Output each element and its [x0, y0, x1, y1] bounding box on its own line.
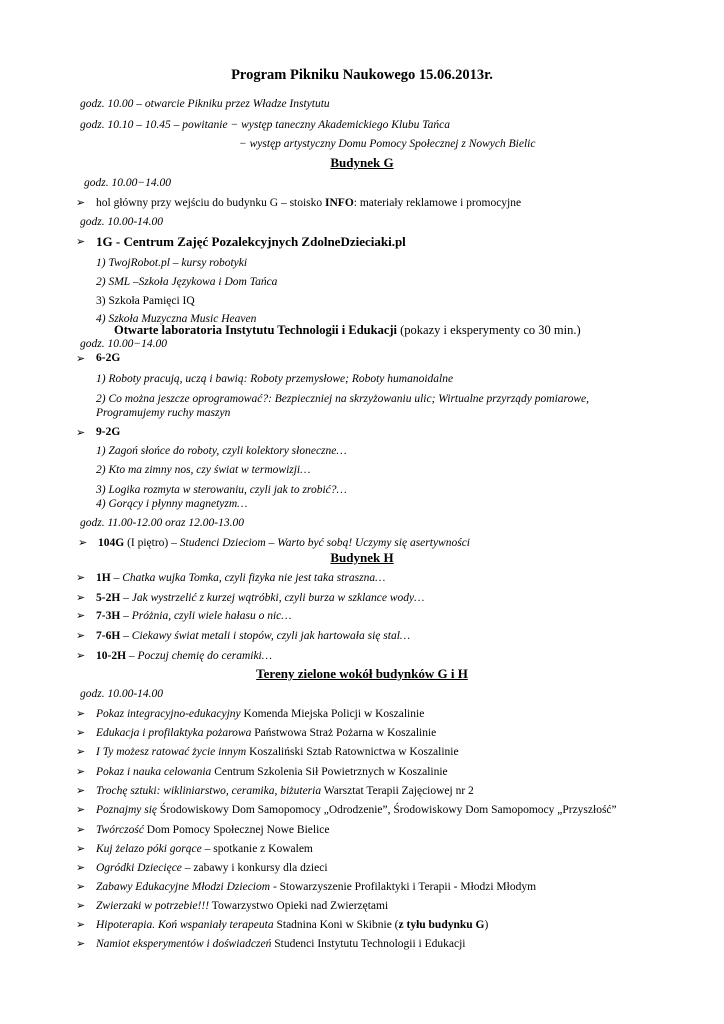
- list-item-continued: Programujemy ruchy maszyn: [96, 407, 231, 419]
- section-heading-tereny: Tereny zielone wokół budynków G i H: [256, 666, 468, 681]
- section-heading-budynek-g: Budynek G: [330, 155, 394, 170]
- center-1g-heading: 1G - Centrum Zajęć Pozalekcyjnych ZdolneDzieciaki.pl: [96, 234, 406, 249]
- event-organizer: – zabawy i konkursy dla dzieci: [181, 862, 328, 874]
- time-label: godz. 11.00-12.00 oraz 12.00-13.00: [80, 517, 244, 529]
- room-number: 7-6H: [96, 630, 121, 642]
- list-item: [96, 726, 436, 740]
- event-organizer: Warsztat Terapii Zajęciowej nr 2: [321, 785, 474, 797]
- room-104g: [98, 536, 470, 550]
- list-item: 2) SML –Szkoła Językowa i Dom Tańca: [96, 276, 278, 288]
- room-title: – Chatka wujka Tomka, czyli fizyka nie jest taka straszna…: [110, 572, 386, 584]
- location-note: z tyłu budynku G: [398, 919, 485, 931]
- labs-heading: [114, 322, 581, 338]
- event-title: Ogródki Dziecięce: [96, 862, 182, 874]
- room-104g-number: 104G: [98, 537, 125, 549]
- arrowhead-bullet-icon: ➢: [76, 707, 86, 720]
- arrowhead-bullet-icon: ➢: [76, 765, 86, 778]
- list-item: [96, 937, 466, 951]
- event-title: Pokaz integracyjno-edukacyjny: [96, 708, 241, 720]
- event-title: Kuj żelazo póki gorące: [96, 843, 202, 855]
- arrowhead-bullet-icon: ➢: [76, 591, 86, 604]
- event-organizer: Państwowa Straż Pożarna w Koszalinie: [251, 727, 437, 739]
- list-item: 3) Szkoła Pamięci IQ: [96, 295, 195, 307]
- event-organizer: Centrum Szkolenia Sił Powietrznych w Koszalinie: [211, 766, 448, 778]
- event-title: Zabawy Edukacyjne Młodzi Dzieciom: [96, 881, 271, 893]
- arrowhead-bullet-icon: ➢: [76, 726, 86, 739]
- list-item: [96, 591, 424, 605]
- arrowhead-bullet-icon: ➢: [76, 426, 86, 439]
- intro-line-3: − występ artystyczny Domu Pomocy Społecznej z Nowych Bielic: [239, 138, 536, 150]
- event-title: Poznajmy się: [96, 804, 158, 816]
- time-label: godz. 10.00−14.00: [84, 177, 171, 189]
- list-item: [96, 842, 313, 856]
- intro-line-1: godz. 10.00 – otwarcie Pikniku przez Władze Instytutu: [80, 98, 330, 110]
- room-number: 5-2H: [96, 592, 121, 604]
- list-item: [96, 803, 617, 817]
- labs-title: Otwarte laboratoria Instytutu Technologii i Edukacji: [114, 323, 398, 337]
- list-item: 1) TwojRobot.pl – kursy robotyki: [96, 257, 248, 269]
- list-item: [96, 823, 329, 837]
- event-title: Pokaz i nauka celowania: [96, 766, 212, 778]
- arrowhead-bullet-icon: ➢: [76, 803, 86, 816]
- event-title: Twórczość: [96, 824, 144, 836]
- event-organizer: Koszaliński Sztab Ratownictwa w Koszalinie: [246, 746, 459, 758]
- room-number: 1H: [96, 572, 111, 584]
- main-hall-item: [96, 196, 521, 210]
- room-title: – Próżnia, czyli wiele hałasu o nic…: [120, 610, 292, 622]
- event-organizer: – spotkanie z Kowalem: [201, 843, 313, 855]
- list-item: [96, 707, 424, 721]
- arrowhead-bullet-icon: ➢: [76, 880, 86, 893]
- list-item: [96, 649, 272, 663]
- time-label: godz. 10.00−14.00: [80, 338, 167, 350]
- arrowhead-bullet-icon: ➢: [76, 937, 86, 950]
- list-item: 4) Gorący i płynny magnetyzm…: [96, 498, 248, 510]
- main-hall-text-end: : materiały reklamowe i promocyjne: [353, 197, 522, 209]
- arrowhead-bullet-icon: ➢: [76, 629, 86, 642]
- event-organizer: Stadnina Koni w Skibnie (: [273, 919, 399, 931]
- arrowhead-bullet-icon: ➢: [78, 536, 88, 549]
- list-item: [96, 609, 292, 623]
- arrowhead-bullet-icon: ➢: [76, 899, 86, 912]
- info-stand-label: INFO: [325, 197, 354, 209]
- event-organizer: Środowiskowy Dom Samopomocy „Odrodzenie”, Środowiskowy Dom Samopomocy „Przyszłość”: [157, 804, 617, 816]
- event-title: Edukacja i profilaktyka pożarowa: [96, 727, 252, 739]
- event-organizer: Studenci Instytutu Technologii i Edukacji: [271, 938, 466, 950]
- arrowhead-bullet-icon: ➢: [76, 745, 86, 758]
- arrowhead-bullet-icon: ➢: [76, 649, 86, 662]
- event-organizer: Dom Pomocy Społecznej Nowe Bielice: [143, 824, 330, 836]
- arrowhead-bullet-icon: ➢: [76, 571, 86, 584]
- list-item: [96, 629, 410, 643]
- main-hall-text: hol główny przy wejściu do budynku G – stoisko: [96, 197, 326, 209]
- list-item: 4) Szkoła Muzyczna Music Heaven: [96, 313, 257, 325]
- time-label: godz. 10.00-14.00: [80, 216, 164, 228]
- room-9-2g: 9-2G: [96, 426, 121, 438]
- closing-paren: ): [484, 919, 489, 931]
- list-item: [96, 899, 388, 913]
- arrowhead-bullet-icon: ➢: [76, 352, 86, 365]
- list-item: 3) Logika rozmyta w sterowaniu, czyli jak to zrobić?…: [96, 484, 347, 496]
- room-title: – Ciekawy świat metali i stopów, czyli jak hartowała się stal…: [120, 630, 411, 642]
- room-104g-title: Studenci Dzieciom – Warto być sobą! Uczymy się asertywności: [179, 537, 470, 549]
- arrowhead-bullet-icon: ➢: [76, 235, 86, 248]
- room-number: 10-2H: [96, 650, 127, 662]
- event-title: Hipoterapia. Koń wspaniały terapeuta: [96, 919, 274, 931]
- room-104g-floor: (I piętro) –: [124, 537, 180, 549]
- list-item: 1) Roboty pracują, uczą i bawią: Roboty przemysłowe; Roboty humanoidalne: [96, 373, 454, 385]
- list-item: [96, 880, 536, 894]
- event-organizer: Towarzystwo Opieki nad Zwierzętami: [209, 900, 389, 912]
- event-title: I Ty możesz ratować życie innym: [96, 746, 247, 758]
- list-item: [96, 745, 459, 759]
- list-item: [96, 571, 385, 585]
- room-6-2g: 6-2G: [96, 352, 121, 364]
- event-organizer: Komenda Miejska Policji w Koszalinie: [240, 708, 425, 720]
- page-title: Program Pikniku Naukowego 15.06.2013r.: [231, 67, 493, 83]
- event-organizer: - Stowarzyszenie Profilaktyki i Terapii - Młodzi Młodym: [270, 881, 537, 893]
- room-title: – Poczuj chemię do ceramiki…: [126, 650, 272, 662]
- list-item-hipoterapia: [96, 918, 488, 932]
- arrowhead-bullet-icon: ➢: [76, 196, 86, 209]
- arrowhead-bullet-icon: ➢: [76, 784, 86, 797]
- arrowhead-bullet-icon: ➢: [76, 918, 86, 931]
- arrowhead-bullet-icon: ➢: [76, 842, 86, 855]
- arrowhead-bullet-icon: ➢: [76, 609, 86, 622]
- list-item: 2) Co można jeszcze oprogramować?: Bezpieczniej na skrzyżowaniu ulic; Wirtualne przyrządy pomiarowe,: [96, 393, 589, 405]
- list-item: [96, 765, 448, 779]
- list-item: [96, 784, 474, 798]
- arrowhead-bullet-icon: ➢: [76, 823, 86, 836]
- event-title: Namiot eksperymentów i doświadczeń: [96, 938, 272, 950]
- list-item: 1) Zagoń słońce do roboty, czyli kolektory słoneczne…: [96, 445, 347, 457]
- list-item: 2) Kto ma zimny nos, czy świat w termowizji…: [96, 464, 311, 476]
- intro-line-2: godz. 10.10 – 10.45 – powitanie − występ taneczny Akademickiego Klubu Tańca: [80, 119, 450, 131]
- list-item: [96, 861, 328, 875]
- arrowhead-bullet-icon: ➢: [76, 861, 86, 874]
- room-title: – Jak wystrzelić z kurzej wątróbki, czyli burza w szklance wody…: [120, 592, 425, 604]
- room-number: 7-3H: [96, 610, 121, 622]
- section-heading-budynek-h: Budynek H: [330, 550, 394, 565]
- time-label: godz. 10.00-14.00: [80, 688, 164, 700]
- event-title: Zwierzaki w potrzebie!!!: [96, 900, 210, 912]
- event-title: Trochę sztuki: wikliniarstwo, ceramika, biżuteria: [96, 785, 322, 797]
- labs-note: (pokazy i eksperymenty co 30 min.): [397, 323, 581, 337]
